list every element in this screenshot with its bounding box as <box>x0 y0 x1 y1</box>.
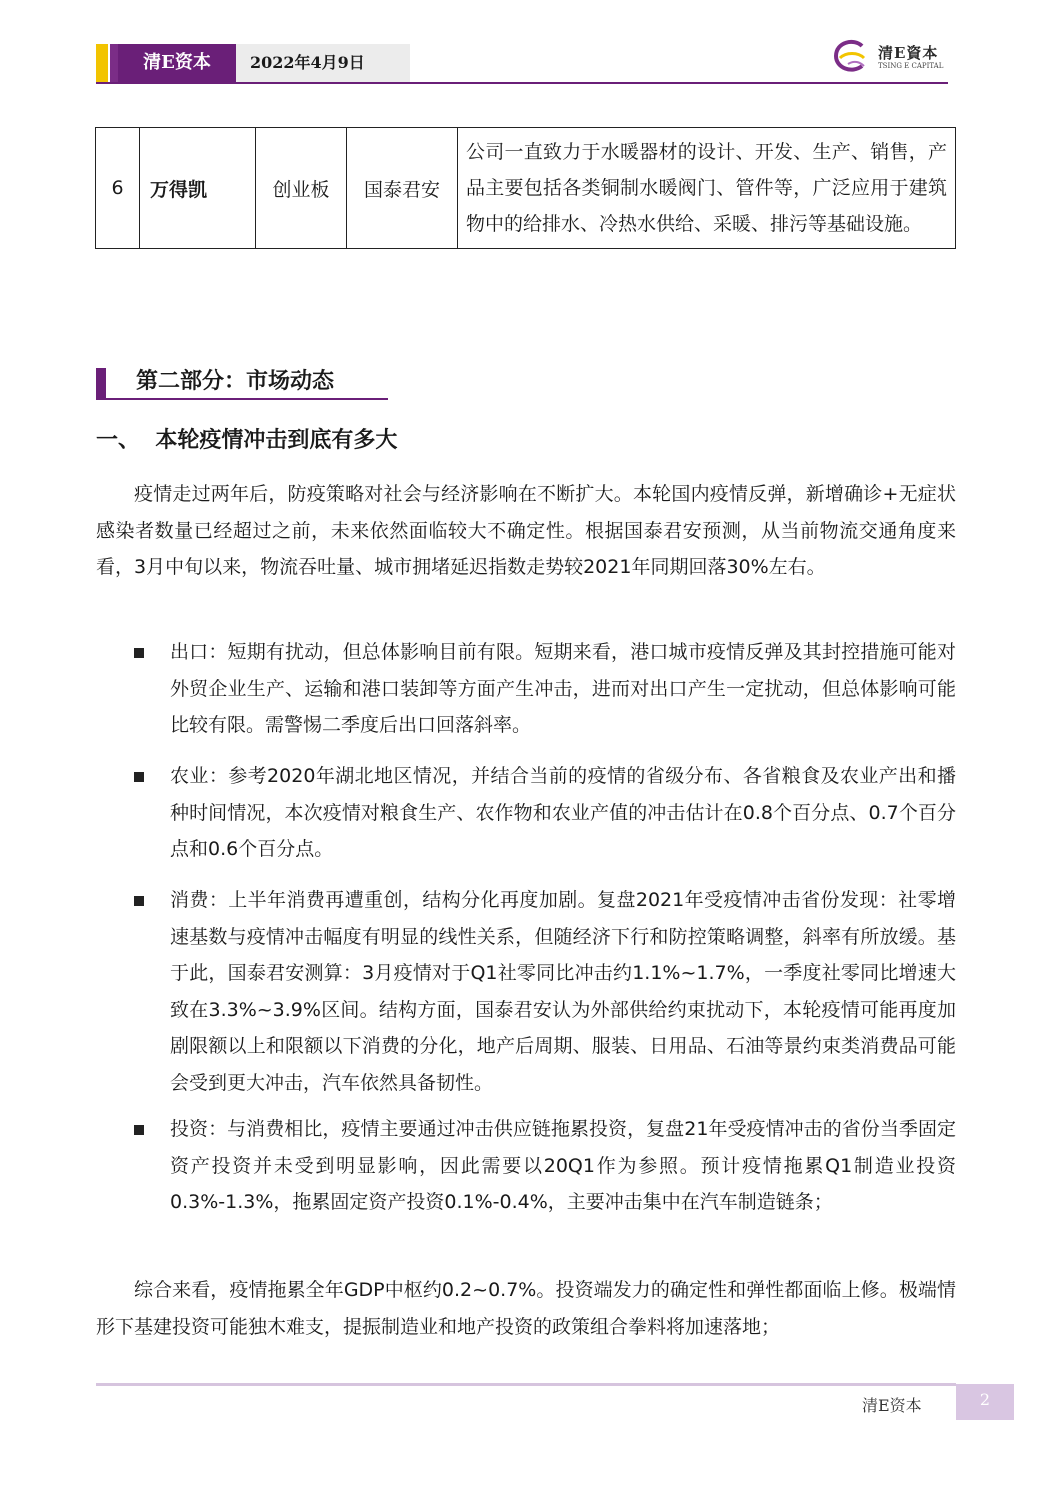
section-underline <box>96 398 388 400</box>
sponsor-broker: 国泰君安 <box>347 128 458 249</box>
company-name: 万得凯 <box>140 128 256 249</box>
bullet-square-icon <box>134 648 144 658</box>
bullet-square-icon <box>134 772 144 782</box>
company-logo <box>828 36 958 78</box>
bullet-text: 出口：短期有扰动，但总体影响目前有限。短期来看，港口城市疫情反弹及其封控措施可能对外贸企业生产、运输和港口装卸等方面产生冲击，进而对出口产生一定扰动，但总体影响可能比较有限。需警惕二季度后出口回落斜率。 <box>170 641 956 736</box>
page-number: 2 <box>956 1384 1014 1420</box>
intro-paragraph: 疫情走过两年后，防疫策略对社会与经济影响在不断扩大。本轮国内疫情反弹，新增确诊+无症状感染者数量已经超过之前，未来依然面临较大不确定性。根据国泰君安预测，从当前物流交通角度来看，3月中旬以来，物流吞吐量、城市拥堵延迟指数走势较2021年同期回落30%左右。 <box>96 483 956 578</box>
section-marker <box>96 368 106 398</box>
header-date: 2022年4月9日 <box>236 44 410 82</box>
header-divider <box>96 82 948 84</box>
footer-brand: 清E资本 <box>862 1396 922 1415</box>
logo-swirl-icon <box>828 36 874 78</box>
bullet-square-icon <box>134 1125 144 1135</box>
subsection-heading: 一、 本轮疫情冲击到底有多大 <box>96 428 398 453</box>
list-item <box>96 1111 956 1221</box>
header-purple-bar <box>110 44 118 82</box>
company-table <box>95 127 956 249</box>
list-item <box>96 758 956 868</box>
row-number: 6 <box>96 128 140 249</box>
header-yellow-bar <box>96 44 108 82</box>
section-title: 第二部分：市场动态 <box>136 369 335 394</box>
table-row <box>96 128 956 249</box>
logo-name: 清E資本 <box>878 44 939 62</box>
bullet-square-icon <box>134 896 144 906</box>
bullet-text: 消费：上半年消费再遭重创，结构分化再度加剧。复盘2021年受疫情冲击省份发现：社零增速基数与疫情冲击幅度有明显的线性关系，但随经济下行和防控策略调整，斜率有所放缓。基于此，国泰君安测算：3月疫情对于Q1社零同比冲击约1.1%~1.7%，一季度社零同比增速大致在3.3%~3.9%区间。结构方面，国泰君安认为外部供给约束扰动下，本轮疫情可能再度加剧限额以上和限额以下消费的分化，地产后周期、服装、日用品、石油等景约束类消费品可能会受到更大冲击，汽车依然具备韧性。 <box>170 889 956 1094</box>
conclusion-paragraph: 综合来看，疫情拖累全年GDP中枢约0.2~0.7%。投资端发力的确定性和弹性都面临上修。极端情形下基建投资可能独木难支，提振制造业和地产投资的政策组合拳料将加速落地； <box>96 1279 956 1338</box>
listing-board: 创业板 <box>256 128 347 249</box>
company-description: 公司一直致力于水暖器材的设计、开发、生产、销售，产品主要包括各类铜制水暖阀门、管件等，广泛应用于建筑物中的给排水、冷热水供给、采暖、排污等基础设施。 <box>458 128 956 249</box>
footer-divider <box>96 1383 956 1386</box>
bullet-text: 农业：参考2020年湖北地区情况，并结合当前的疫情的省级分布、各省粮食及农业产出和播种时间情况，本次疫情对粮食生产、农作物和农业产值的冲击估计在0.8个百分点、0.7个百分点和0.6个百分点。 <box>170 765 956 860</box>
logo-subtitle: TSING E CAPITAL <box>878 62 944 70</box>
list-item <box>96 634 956 744</box>
list-item <box>96 882 956 1101</box>
bullet-text: 投资：与消费相比，疫情主要通过冲击供应链拖累投资，复盘21年受疫情冲击的省份当季固定资产投资并未受到明显影响，因此需要以20Q1作为参照。预计疫情拖累Q1制造业投资0.3%-1.3%，拖累固定资产投资0.1%-0.4%，主要冲击集中在汽车制造链条； <box>170 1118 956 1213</box>
header-brand: 清E资本 <box>118 44 236 82</box>
